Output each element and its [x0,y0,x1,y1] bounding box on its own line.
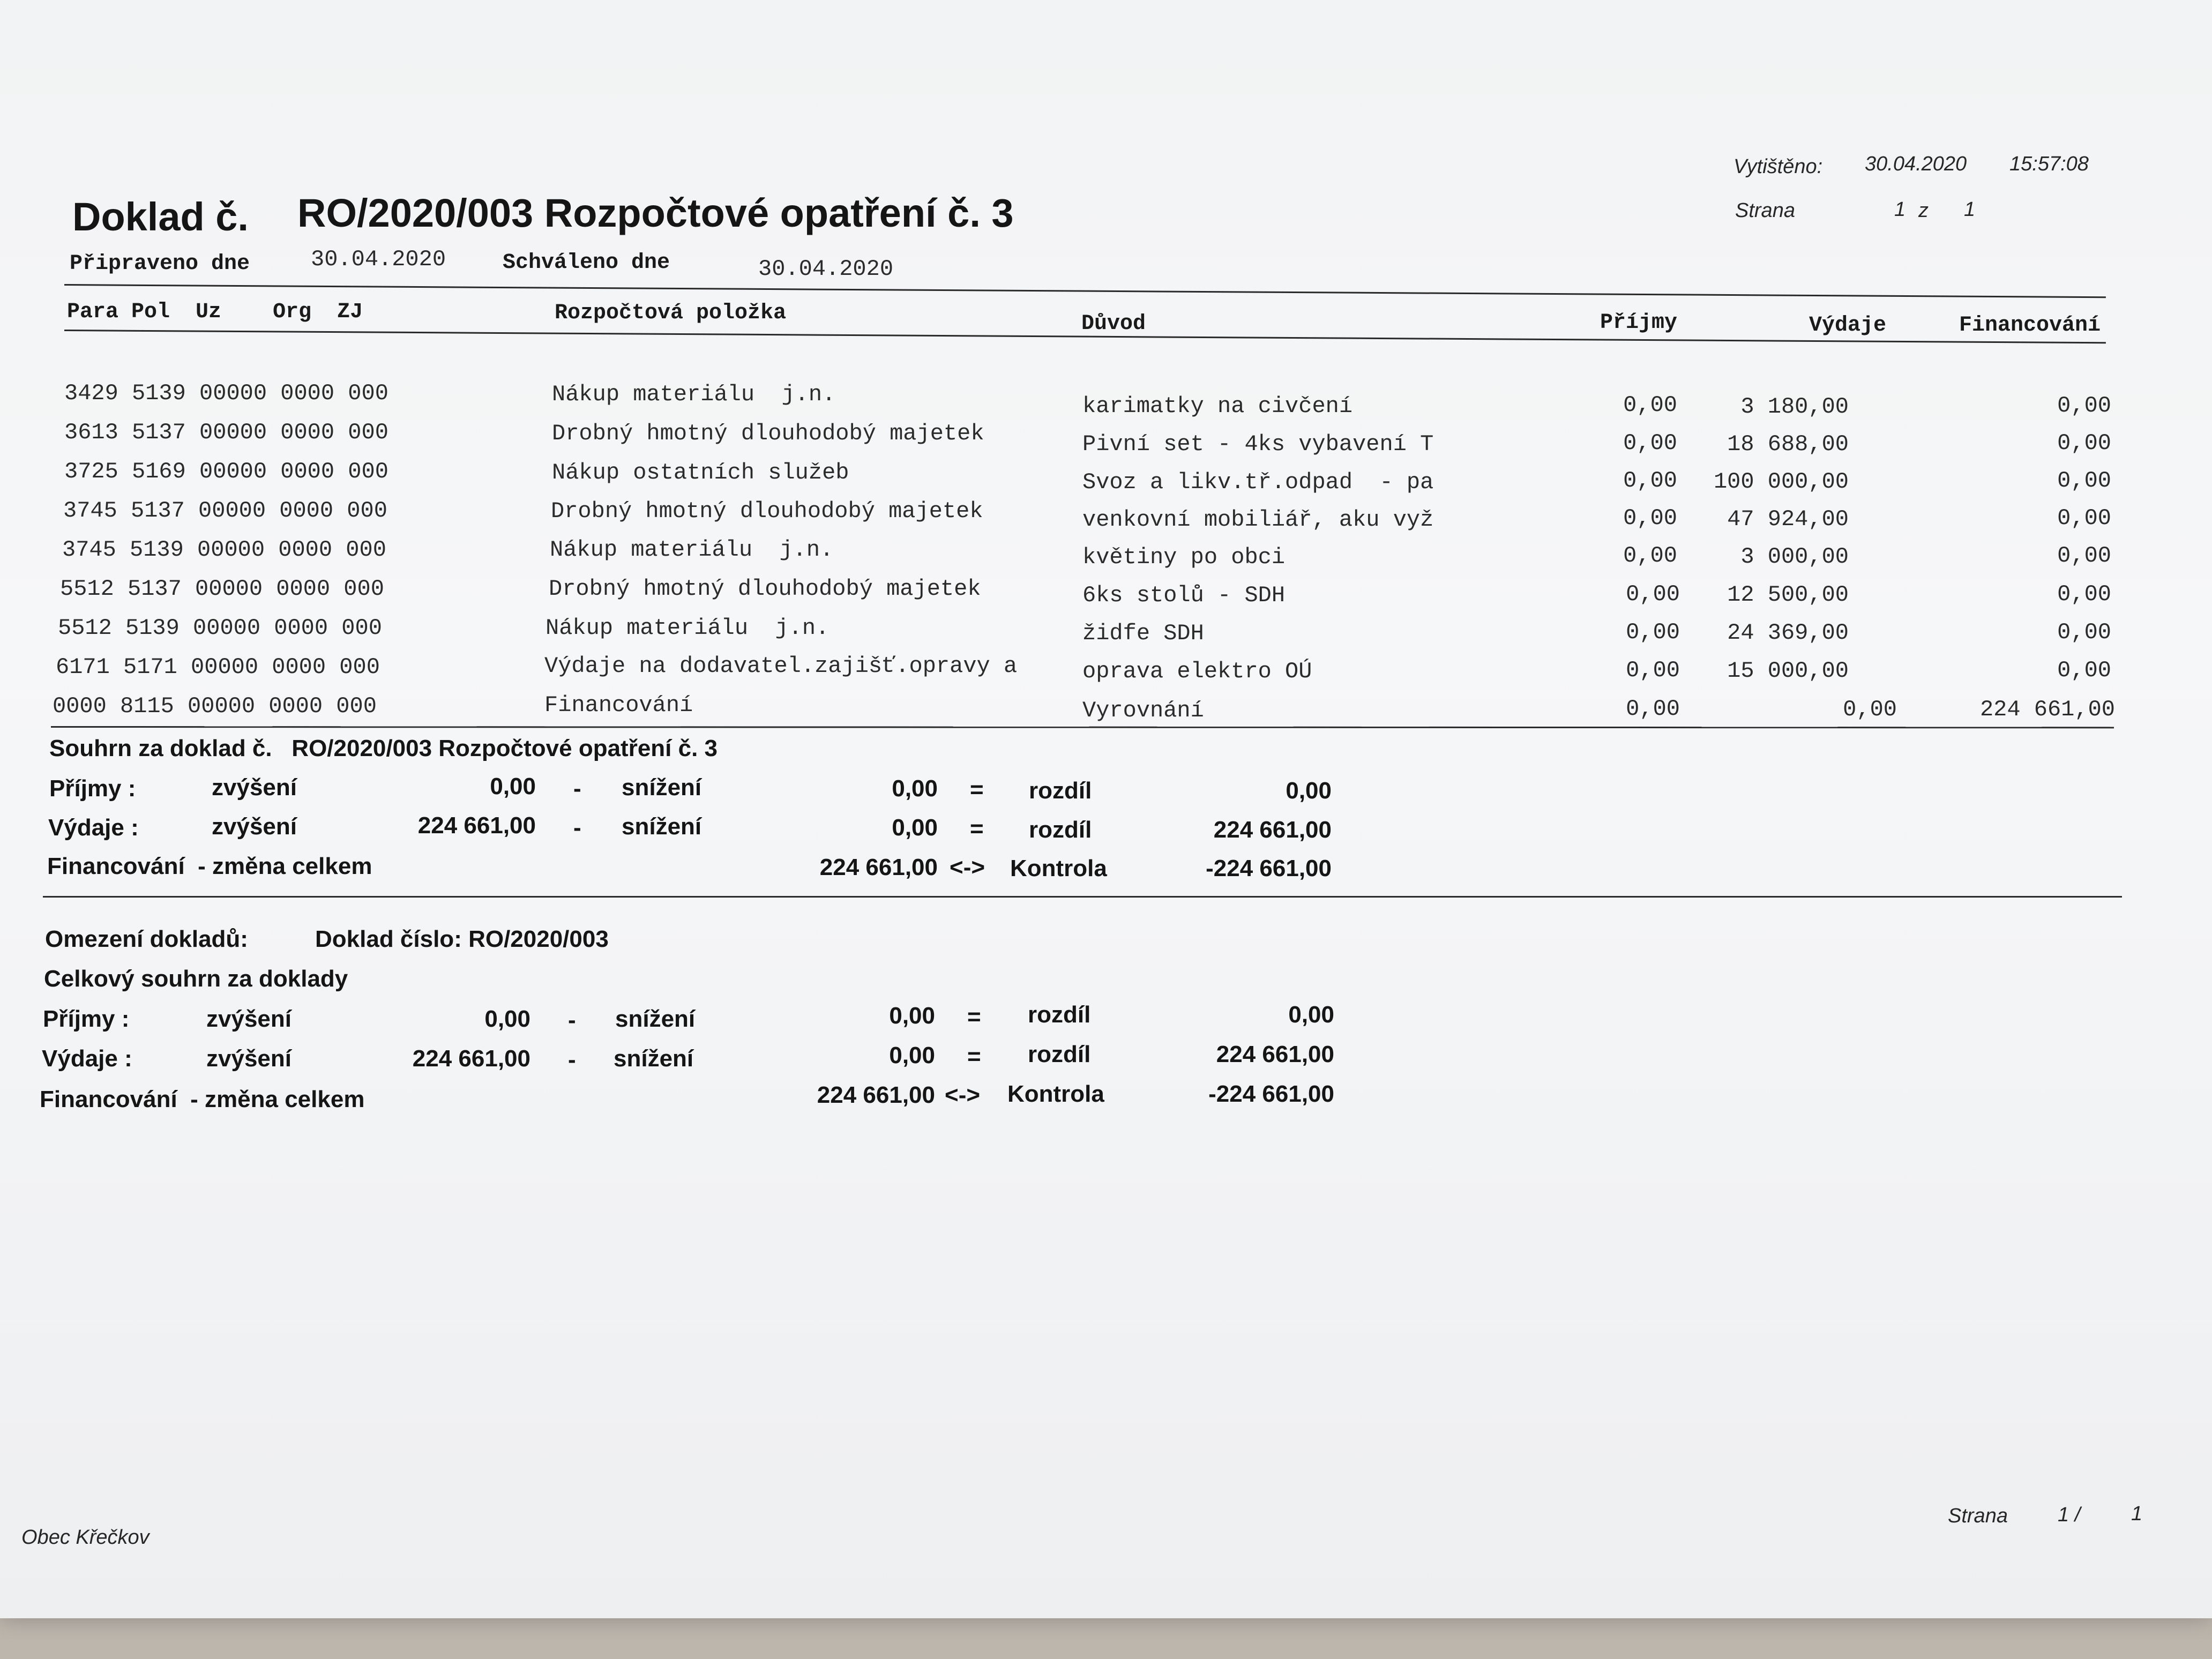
row-income: 0,00 [1626,619,1680,645]
rows-rule [51,726,2114,728]
row-codes: 3745 5139 00000 0000 000 [62,537,386,563]
row-reason: Pivní set - 4ks vybavení T [1082,431,1434,457]
footer-organization: Obec Křečkov [21,1526,150,1549]
row-reason: 6ks stolů - SDH [1082,582,1286,608]
increase-value: 224 661,00 [412,1045,530,1072]
financing-label: Financování - změna celkem [40,1086,365,1112]
row-expense: 47 924,00 [1727,506,1849,532]
minus-sign: - [573,814,581,841]
row-codes: 5512 5137 00000 0000 000 [60,576,384,602]
row-expense: 3 180,00 [1740,394,1849,420]
row-income: 0,00 [1623,505,1677,531]
row-expense: 3 000,00 [1740,544,1849,570]
difference-label: rozdíl [1029,817,1092,843]
prepared-date: 30.04.2020 [311,246,446,272]
row-income: 0,00 [1623,430,1677,456]
row-reason: židfe SDH [1082,621,1204,646]
decrease-value: 0,00 [892,814,938,841]
check-label: Kontrola [1010,855,1107,881]
difference-label: rozdíl [1028,1041,1091,1067]
row-codes: 3745 5137 00000 0000 000 [63,498,387,524]
row-codes: 3613 5137 00000 0000 000 [64,420,388,445]
increase-value: 0,00 [490,773,536,799]
row-item: Drobný hmotný dlouhodobý majetek [549,576,981,602]
difference-value: 224 661,00 [1213,817,1332,843]
footer-page-label: Strana [1948,1505,2008,1527]
difference-value: 0,00 [1286,778,1332,804]
printed-time: 15:57:08 [2009,153,2089,175]
doc-label: Doklad č. [72,195,249,239]
footer-page: 1 / [2058,1504,2081,1526]
minus-sign: - [568,1007,576,1033]
summary-label: Příjmy : [49,775,136,802]
equals-sign: = [967,1004,981,1030]
restriction-label: Omezení dokladů: [45,926,248,952]
page-label: Strana [1735,199,1795,222]
increase-label: zvýšení [206,1006,292,1032]
row-income: 0,00 [1623,392,1677,418]
row-codes: 0000 8115 00000 0000 000 [53,693,377,719]
decrease-label: snížení [622,813,702,840]
row-codes: 5512 5139 00000 0000 000 [58,615,382,641]
footer-page-total: 1 [2131,1503,2143,1525]
equals-sign: = [970,816,984,842]
summary-label: Výdaje : [48,814,139,841]
prepared-label: Připraveno dne [70,252,250,276]
row-reason: květiny po obci [1082,544,1286,570]
check-label: Kontrola [1007,1081,1104,1107]
row-financing: 0,00 [2057,581,2111,607]
row-item: Nákup materiálu j.n. [545,615,829,641]
increase-label: zvýšení [206,1045,292,1072]
col-reason: Důvod [1081,312,1146,336]
check-value: -224 661,00 [1206,855,1332,881]
total-title: Celkový souhrn za doklady [44,966,348,992]
row-income: 0,00 [1623,468,1677,494]
compare-sign: <-> [950,854,985,880]
equals-sign: = [967,1043,981,1070]
row-expense: 0,00 [1843,697,1897,722]
financing-value: 224 661,00 [819,854,938,880]
approved-label: Schváleno dne [503,251,670,275]
equals-sign: = [970,776,984,803]
minus-sign: - [573,775,581,802]
decrease-label: snížení [615,1006,696,1032]
minus-sign: - [568,1047,576,1073]
increase-label: zvýšení [212,813,297,840]
decrease-value: 0,00 [889,1042,935,1068]
row-item: Výdaje na dodavatel.zajišť.opravy a [544,653,1018,679]
row-reason: Vyrovnání [1082,698,1204,723]
row-codes: 6171 5171 00000 0000 000 [56,654,380,680]
header-rule-top [64,284,2106,298]
difference-label: rozdíl [1028,1002,1091,1028]
page-num: 1 [1894,198,1906,221]
row-reason: venkovní mobiliář, aku vyž [1082,507,1434,533]
decrease-value: 0,00 [892,775,938,802]
difference-label: rozdíl [1029,778,1092,804]
difference-value: 224 661,00 [1216,1041,1334,1067]
page-total: 1 [1964,198,1976,221]
row-financing: 0,00 [2057,505,2111,531]
row-financing: 0,00 [2057,657,2111,683]
financing-value: 224 661,00 [817,1082,935,1108]
financing-label: Financování - změna celkem [47,853,372,879]
difference-value: 0,00 [1288,1002,1334,1028]
compare-sign: <-> [945,1082,981,1108]
check-value: -224 661,00 [1208,1081,1334,1107]
row-financing: 0,00 [2057,430,2111,456]
col-item: Rozpočtová položka [555,301,787,325]
increase-label: zvýšení [212,774,297,801]
col-codes: Para Pol Uz Org ZJ [67,300,363,324]
col-financing: Financování [1959,313,2101,338]
page-title: RO/2020/003 Rozpočtové opatření č. 3 [297,191,1014,235]
row-income: 0,00 [1626,696,1680,722]
row-income: 0,00 [1623,543,1677,569]
row-item: Nákup materiálu j.n. [550,537,834,563]
row-expense: 15 000,00 [1727,658,1849,684]
restriction-value: Doklad číslo: RO/2020/003 [315,926,609,952]
row-expense: 24 369,00 [1727,620,1849,646]
decrease-value: 0,00 [889,1003,935,1029]
row-item: Nákup ostatních služeb [552,460,849,485]
total-label: Příjmy : [43,1006,130,1032]
row-item: Nákup materiálu j.n. [552,382,836,407]
row-financing: 224 661,00 [1979,697,2115,722]
row-item: Financování [544,692,693,718]
row-financing: 0,00 [2057,468,2111,494]
row-financing: 0,00 [2057,619,2111,645]
row-expense: 18 688,00 [1727,431,1849,457]
page-of: z [1918,199,1929,222]
row-income: 0,00 [1626,581,1680,607]
row-expense: 100 000,00 [1713,469,1849,495]
decrease-label: snížení [614,1045,694,1072]
row-financing: 0,00 [2057,543,2111,569]
decrease-label: snížení [622,774,702,801]
row-financing: 0,00 [2057,393,2111,419]
row-reason: Svoz a likv.tř.odpad - pa [1082,469,1434,495]
printed-label: Vytištěno: [1733,155,1823,178]
row-item: Drobný hmotný dlouhodobý majetek [551,498,983,524]
increase-value: 0,00 [484,1006,530,1032]
col-income: Příjmy [1600,311,1677,335]
row-income: 0,00 [1626,657,1680,683]
row-codes: 3429 5139 00000 0000 000 [64,380,388,406]
total-label: Výdaje : [42,1045,132,1072]
row-expense: 12 500,00 [1727,582,1849,608]
summary-title: Souhrn za doklad č. RO/2020/003 Rozpočtové opatření č. 3 [49,735,718,761]
increase-value: 224 661,00 [417,812,536,839]
printed-date: 30.04.2020 [1865,153,1967,175]
row-reason: oprava elektro OÚ [1082,659,1312,684]
row-reason: karimatky na civčení [1082,393,1353,419]
col-expense: Výdaje [1809,313,1886,338]
summary-rule [43,896,2122,898]
row-codes: 3725 5169 00000 0000 000 [64,459,388,484]
approved-date: 30.04.2020 [758,256,894,282]
row-item: Drobný hmotný dlouhodobý majetek [552,421,984,446]
